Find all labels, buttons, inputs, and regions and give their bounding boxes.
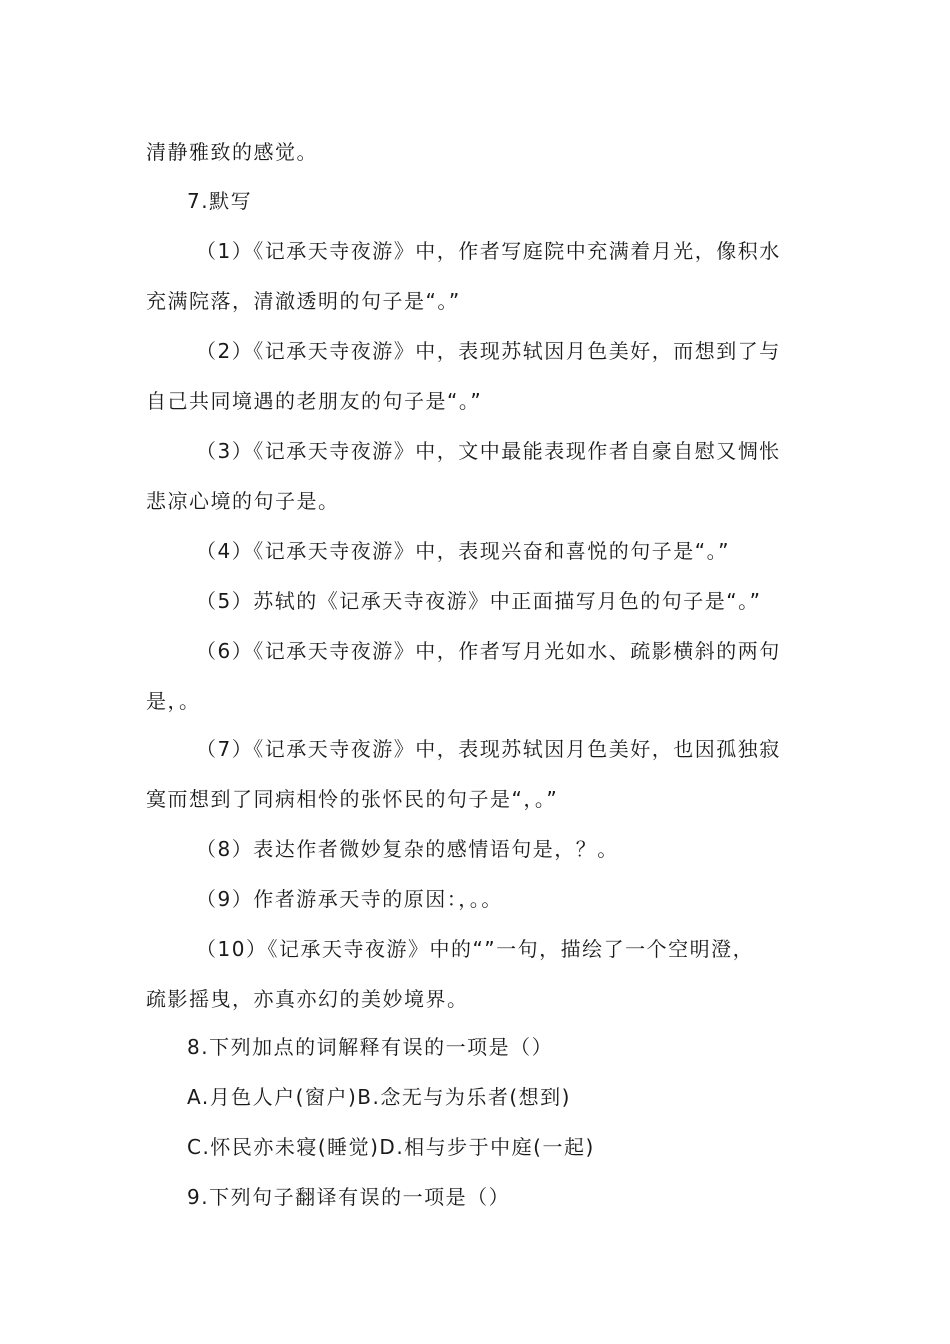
text-line: （6）《记承天寺夜游》中，作者写月光如水、疏影横斜的两句 <box>196 639 781 663</box>
text-line: 寞而想到了同病相怜的张怀民的句子是“，。” <box>146 787 559 811</box>
text-line: 自己共同境遇的老朋友的句子是“。” <box>146 389 483 413</box>
text-line: 充满院落，清澈透明的句子是“。” <box>146 289 461 313</box>
text-line: （3）《记承天寺夜游》中，文中最能表现作者自豪自慰又惆怅 <box>196 439 781 463</box>
text-line: 悲凉心境的句子是。 <box>146 489 340 513</box>
text-line: （1）《记承天寺夜游》中，作者写庭院中充满着月光，像积水 <box>196 239 781 263</box>
option-line: A.月色人户(窗户)B.念无与为乐者(想到) <box>187 1085 571 1109</box>
text-line: 清静雅致的感觉。 <box>146 140 318 164</box>
text-line: （4）《记承天寺夜游》中，表现兴奋和喜悦的句子是“。” <box>196 539 730 563</box>
option-line: C.怀民亦未寝(睡觉)D.相与步于中庭(一起) <box>187 1135 595 1159</box>
text-line: 疏影摇曳，亦真亦幻的美妙境界。 <box>146 987 469 1011</box>
text-line: （2）《记承天寺夜游》中，表现苏轼因月色美好，而想到了与 <box>196 339 781 363</box>
text-line: 是，。 <box>146 689 201 713</box>
text-line: （7）《记承天寺夜游》中，表现苏轼因月色美好，也因孤独寂 <box>196 737 781 761</box>
text-line: （8）表达作者微妙复杂的感情语句是，？。 <box>196 837 619 861</box>
question-heading: 8.下列加点的词解释有误的一项是（） <box>187 1035 554 1059</box>
question-heading: 9.下列句子翻译有误的一项是（） <box>187 1185 511 1209</box>
text-line: （10）《记承天寺夜游》中的“”一句，描绘了一个空明澄， <box>196 937 755 961</box>
text-line: （9）作者游承天寺的原因：，。。 <box>196 887 503 911</box>
text-line: （5）苏轼的《记承天寺夜游》中正面描写月色的句子是“。” <box>196 589 762 613</box>
section-heading: 7.默写 <box>187 189 253 213</box>
